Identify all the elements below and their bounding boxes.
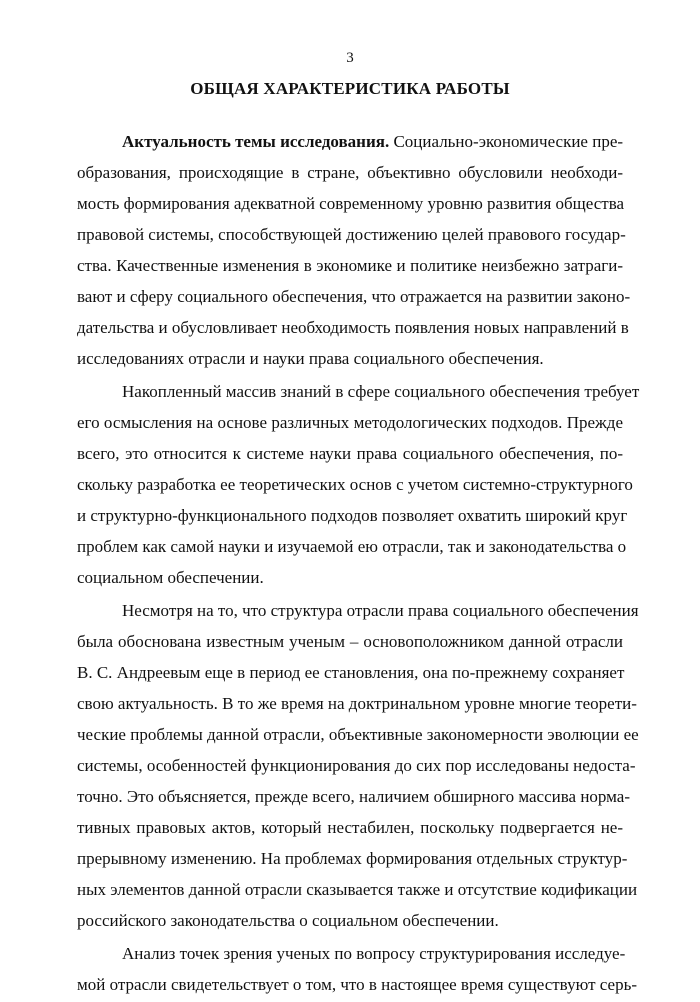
paragraph-lead: Актуальность темы исследования. [122, 132, 390, 151]
text-line: исследованиях отрасли и науки права социального обеспечения. [77, 349, 544, 368]
text-line: и структурно-функционального подходов позволяет охватить широкий круг [77, 506, 628, 525]
paragraph-analysis [77, 938, 637, 1000]
text-line: ства. Качественные изменения в экономике и политике неизбежно затраги- [77, 256, 623, 275]
text-line: мость формирования адекватной современному уровню развития общества [77, 194, 625, 213]
text-line: Анализ точек зрения ученых по вопросу структурирования исследуе- [122, 944, 626, 963]
paragraph-relevance [77, 126, 631, 374]
text-line [77, 126, 623, 157]
text-line: проблем как самой науки и изучаемой ею отрасли, так и законодательства о [77, 537, 627, 556]
text-line: российского законодательства о социальном обеспечении. [77, 911, 499, 930]
text-line: Несмотря на то, что структура отрасли права социального обеспечения [122, 601, 639, 620]
text-line: тивных правовых актов, который нестабилен, поскольку подвергается не- [77, 818, 623, 837]
paragraph-structure [77, 595, 639, 936]
text-line: его осмысления на основе различных методологических подходов. Прежде [77, 413, 623, 432]
text-line: скольку разработка ее теоретических основ с учетом системно-структурного [77, 475, 633, 494]
text-line: точно. Это объясняется, прежде всего, наличием обширного массива норма- [77, 787, 631, 806]
page-number: 3 [346, 50, 354, 66]
text-line: была обоснована известным ученым – основоположником данной отрасли [77, 632, 623, 651]
text-line: Накопленный массив знаний в сфере социального обеспечения требует [122, 382, 640, 401]
text-line: ных элементов данной отрасли сказывается также и отсутствие кодификации [77, 880, 638, 899]
text-line: прерывному изменению. На проблемах формирования отдельных структур- [77, 849, 628, 868]
text-line: образования, происходящие в стране, объективно обусловили необходи- [77, 163, 623, 182]
text-line: свою актуальность. В то же время на доктринальном уровне многие теорети- [77, 694, 637, 713]
text-line: правовой системы, способствующей достижению целей правового государ- [77, 225, 626, 244]
text-line: всего, это относится к системе науки права социального обеспечения, по- [77, 444, 623, 463]
text-line: социальном обеспечении. [77, 568, 264, 587]
text-line: системы, особенностей функционирования до сих пор исследованы недоста- [77, 756, 636, 775]
text-line: ческие проблемы данной отрасли, объективные закономерности эволюции ее [77, 725, 639, 744]
text-line-content: Социально-экономические пре- [389, 132, 624, 151]
text-line: вают и сферу социального обеспечения, что отражается на развитии законо- [77, 287, 631, 306]
text-line: В. С. Андреевым еще в период ее становления, она по-прежнему сохраняет [77, 663, 625, 682]
body-text [77, 126, 640, 1002]
paragraph-knowledge [77, 376, 640, 593]
section-heading: ОБЩАЯ ХАРАКТЕРИСТИКА РАБОТЫ [190, 79, 510, 98]
text-line: дательства и обусловливает необходимость появления новых направлений в [77, 318, 629, 337]
text-line: мой отрасли свидетельствует о том, что в настоящее время существуют серь- [77, 975, 637, 994]
